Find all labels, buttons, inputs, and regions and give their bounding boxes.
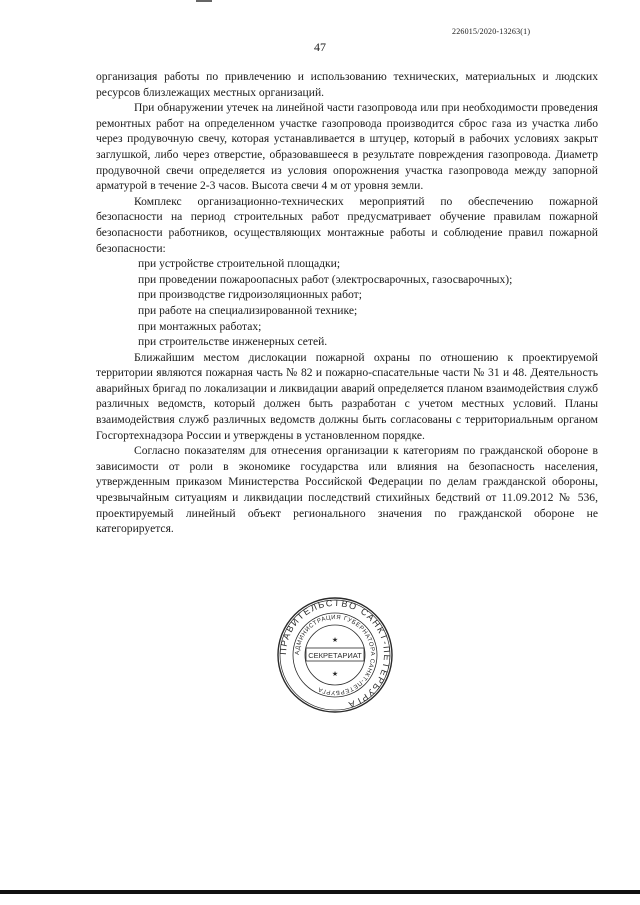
document-number: 226015/2020-13263(1) [452,27,531,36]
list-item: при монтажных работах; [138,319,262,333]
stamp-seal-icon [276,596,394,714]
paragraph: Ближайшим местом дислокации пожарной охраны по отношению к проектируемой территории являются пожарная часть № 82 и пожарно-спасательные части № 31 и 48. Деятельность аварийных бригад по локализации и ликвидации аварий определяется планом взаимодействия служб различных ведомств, который должен быть разработан с учетом местных условий. Планы взаимодействия служб различных ведомств должны быть согласованы с территориальным органом Госгортехнадзора России и утверждены в установленном порядке. [96,350,598,442]
stamp-inner-text: АДМИНИСТРАЦИЯ ГУБЕРНАТОРА САНКТ-ПЕТЕРБУРГА [294,614,376,696]
stamp-outer-text: ПРАВИТЕЛЬСТВО САНКТ-ПЕТЕРБУРГА [277,597,393,711]
list-item: при строительстве инженерных сетей. [138,335,328,349]
scan-mark [196,0,212,2]
list-item: при проведении пожароопасных работ (электросварочных, газосварочных); [138,272,513,286]
svg-text:★: ★ [331,670,339,678]
list-item: при работе на специализированной технике; [138,303,358,317]
page-number: 47 [314,40,326,54]
document-body [96,69,598,537]
paragraph: Комплекс организационно-технических мероприятий по обеспечению пожарной безопасности на период строительных работ предусматривает обучение правилам пожарной безопасности работников, осуществляющих монтажные работы и соблюдение правил пожарной безопасности: [96,194,598,255]
official-stamp [276,596,394,714]
list-item: при производстве гидроизоляционных работ; [138,288,362,302]
stamp-center-text: СЕКРЕТАРИАТ [308,651,362,660]
paragraph: организация работы по привлечению и использованию технических, материальных и людских ресурсов близлежащих местных организаций. [96,70,598,99]
fire-safety-list [96,256,598,350]
scan-bottom-edge [0,890,640,894]
svg-text:★: ★ [331,636,339,644]
paragraph: Согласно показателям для отнесения организации к категориям по гражданской обороне в зависимости от роли в экономике государства или влияния на безопасность населения, утвержденным приказом Министерства Российской Федерации по делам гражданской обороны, чрезвычайным ситуациям и ликвидации последствий стихийных бедствий от 11.09.2012 № 536, проектируемый линейный объект регионального значения по гражданской обороне не категорируется. [96,444,598,536]
paragraph: При обнаружении утечек на линейной части газопровода или при необходимости проведения ремонтных работ на определенном участке газопровода производится сброс газа из участка либо через продувочную свечу, которая устанавливается в штуцер, который в рабочих условиях закрыт заглушкой, либо через отверстие, образовавшееся в результате повреждения газопровода. Диаметр продувочной свечи определяется из условия опорожнения участка газопровода между запорной арматурой в течение 2-3 часов. Высота свечи 4 м от уровня земли. [96,101,598,193]
list-item: при устройстве строительной площадки; [138,257,341,271]
